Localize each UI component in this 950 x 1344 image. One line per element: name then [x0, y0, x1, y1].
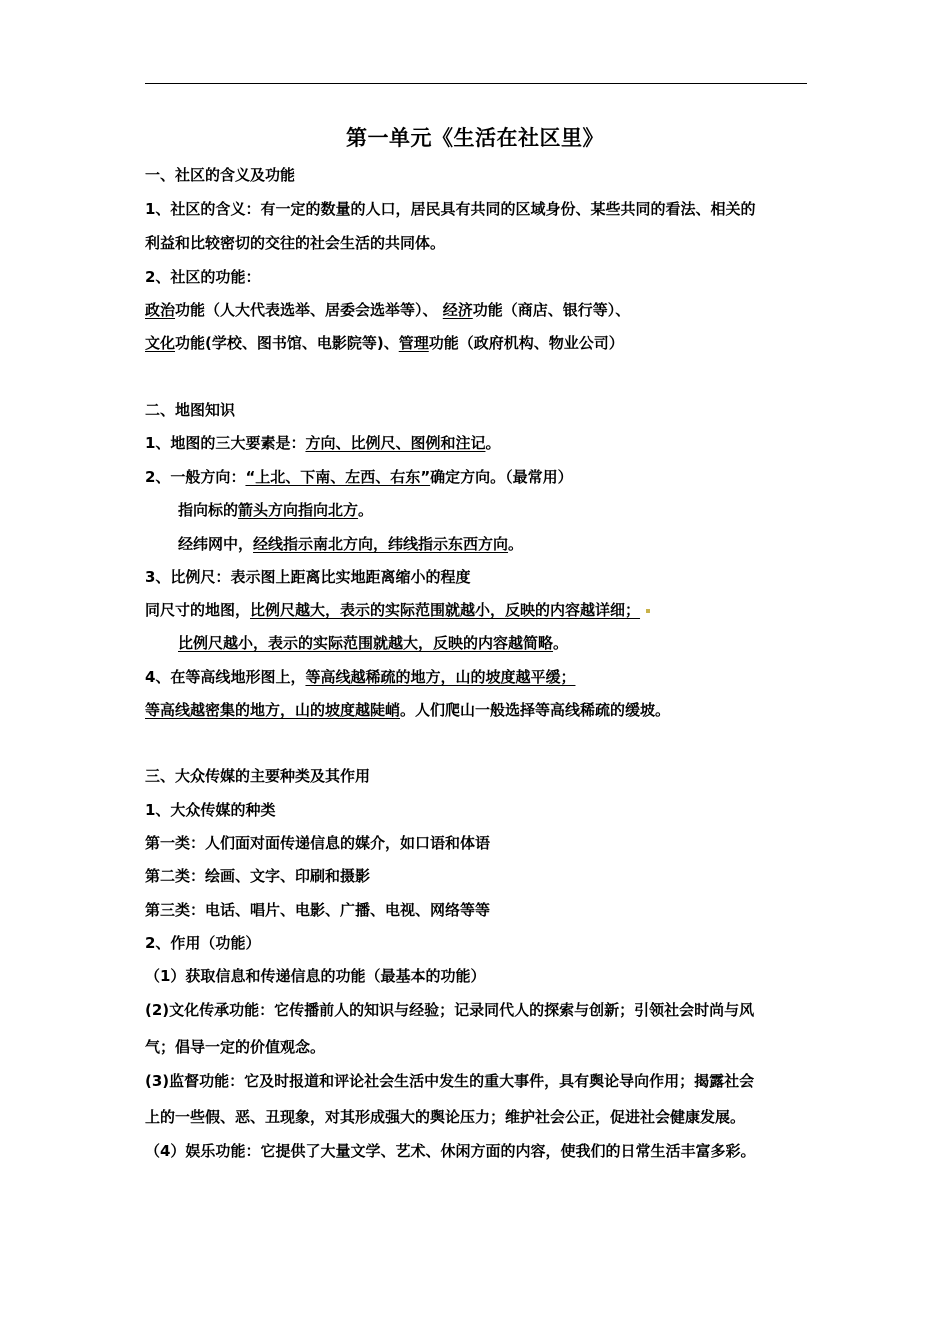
- function-culture-key: 文化: [145, 334, 176, 352]
- document-title: 第一单元《生活在社区里》: [346, 126, 604, 150]
- function-management-text: 功能（政府机构、物业公司）: [428, 334, 624, 352]
- contour-sparse-answer: 等高线越稀疏的地方，山的坡度越平缓；: [305, 668, 576, 686]
- contour-dense-answer: 等高线越密集的地方，山的坡度越陡峭: [145, 701, 401, 719]
- graticule-label: 经纬网中，: [178, 535, 254, 553]
- media-role-3-line-2: 上的一些假、恶、丑现象，对其形成强大的舆论压力；维护社会公正，促进社会健康发展。: [145, 1108, 746, 1126]
- north-arrow-label: 指向标的: [178, 501, 239, 519]
- function-politics-text: 功能（人大代表选举、居委会选举等）、: [175, 301, 438, 319]
- scale-definition-line: 3、比例尺：表示图上距离比实地距离缩小的程度: [145, 568, 471, 586]
- contour-dense-note: 。人们爬山一般选择等高线稀疏的缓坡。: [400, 701, 671, 719]
- section-3-heading: 三、大众传媒的主要种类及其作用: [145, 767, 371, 785]
- contour-label: 4、在等高线地形图上，: [145, 668, 306, 686]
- function-culture-text: 功能(学校、图书馆、电影院等)、: [175, 334, 399, 352]
- function-economy-key: 经济: [442, 301, 473, 319]
- cursor-mark-icon: [646, 609, 650, 613]
- section-1-heading: 一、社区的含义及功能: [145, 166, 296, 184]
- contour-dense-line: [145, 699, 670, 721]
- functions-line-2: [145, 332, 624, 354]
- graticule-answer: 经线指示南北方向，纬线指示东西方向: [253, 535, 509, 553]
- north-arrow-line: [178, 499, 373, 521]
- map-elements-answer: 方向、比例尺、图例和注记: [305, 434, 486, 452]
- media-role-2-line-1: (2)文化传承功能：它传播前人的知识与经验；记录同代人的探索与创新；引领社会时尚与风: [145, 1001, 755, 1019]
- general-direction-label: 2、一般方向：: [145, 468, 246, 486]
- scale-small-answer: 比例尺越小，表示的实际范围就越大，反映的内容越简略: [178, 634, 554, 652]
- media-role-4: （4）娱乐功能：它提供了大量文学、艺术、休闲方面的内容，使我们的日常生活丰富多彩。: [145, 1142, 756, 1160]
- map-elements-label: 1、地图的三大要素是：: [145, 434, 306, 452]
- media-kinds-heading: 1、大众传媒的种类: [145, 801, 276, 819]
- media-kind-3: 第三类：电话、唱片、电影、广播、电视、网络等等: [145, 901, 491, 919]
- general-direction-line: [145, 466, 573, 488]
- function-politics-key: 政治: [145, 301, 176, 319]
- community-functions-heading: 2、社区的功能：: [145, 268, 261, 286]
- community-definition-line-1: 1、社区的含义：有一定的数量的人口，居民具有共同的区域身份、某些共同的看法、相关的: [145, 200, 756, 218]
- media-kind-1: 第一类：人们面对面传递信息的媒介，如口语和体语: [145, 834, 491, 852]
- function-management-key: 管理: [398, 334, 429, 352]
- scale-large-answer: 比例尺越大，表示的实际范围就越小，反映的内容越详细；: [250, 601, 641, 619]
- north-arrow-answer: 箭头方向指向北方: [238, 501, 359, 519]
- scale-small-end: 。: [553, 634, 569, 652]
- media-role-3-line-1: (3)监督功能：它及时报道和评论社会生活中发生的重大事件，具有舆论导向作用；揭露社会: [145, 1072, 755, 1090]
- scale-large-label: 同尺寸的地图，: [145, 601, 251, 619]
- media-role-1: （1）获取信息和传递信息的功能（最基本的功能）: [145, 967, 486, 985]
- north-arrow-end: 。: [358, 501, 374, 519]
- community-definition-line-2: 利益和比较密切的交往的社会生活的共同体。: [145, 234, 446, 252]
- header-rule: [145, 83, 807, 84]
- general-direction-answer: “上北、下南、左西、右东”: [245, 468, 431, 486]
- map-elements-end: 。: [485, 434, 501, 452]
- function-economy-text: 功能（商店、银行等）、: [472, 301, 631, 319]
- map-elements-line: [145, 432, 500, 454]
- scale-small-line: [178, 632, 568, 654]
- graticule-end: 。: [508, 535, 524, 553]
- contour-sparse-line: [145, 666, 575, 688]
- graticule-line: [178, 533, 523, 555]
- media-kind-2: 第二类：绘画、文字、印刷和摄影: [145, 867, 371, 885]
- media-role-2-line-2: 气；倡导一定的价值观念。: [145, 1038, 326, 1056]
- functions-line-1: [145, 299, 630, 321]
- scale-large-line: [145, 599, 650, 621]
- section-2-heading: 二、地图知识: [145, 401, 236, 419]
- media-role-heading: 2、作用（功能）: [145, 934, 261, 952]
- general-direction-note: 确定方向。（最常用）: [430, 468, 573, 486]
